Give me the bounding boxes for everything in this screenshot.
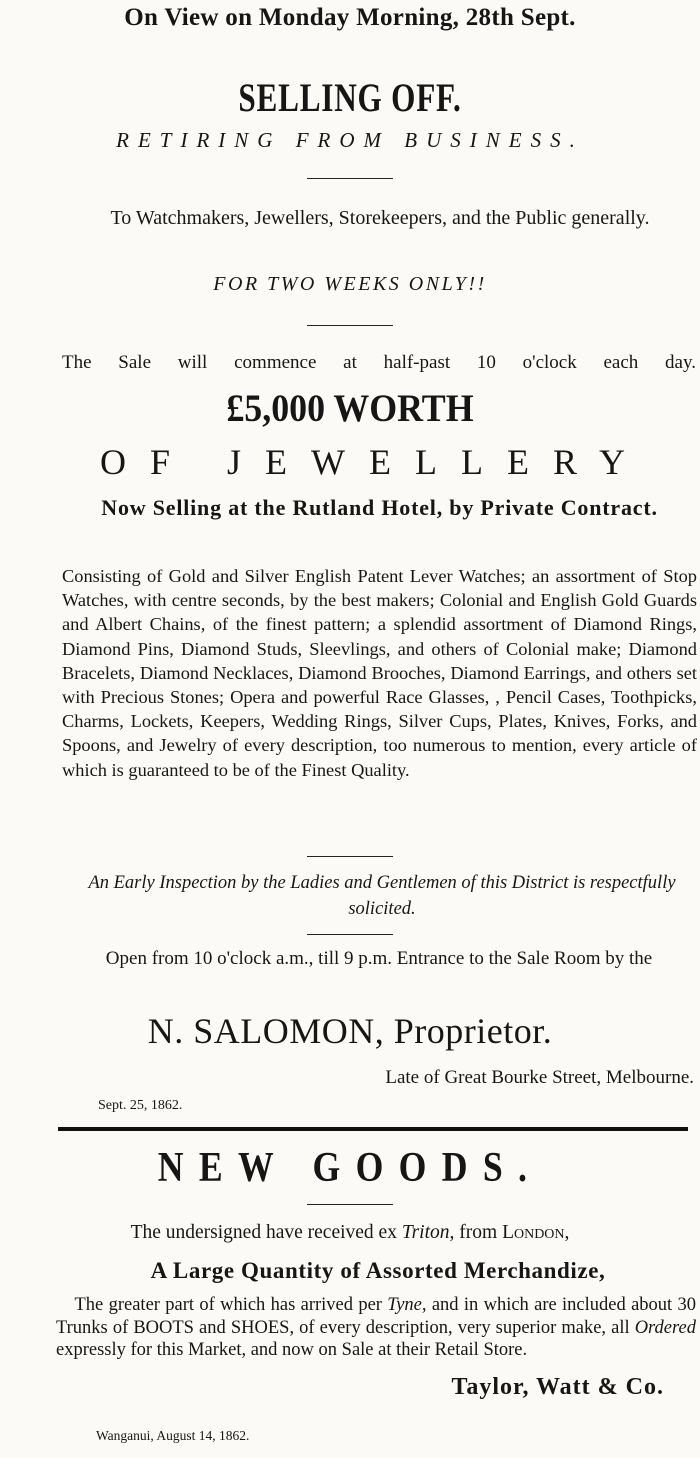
body-part-3: expressly for this Market, and now on Sale at their Retail Store. xyxy=(56,1340,528,1360)
opening-hours: Open from 10 o'clock a.m., till 9 p.m. Entrance to the Sale Room by the xyxy=(105,948,653,969)
ad-date: Sept. 25, 1862. xyxy=(98,1098,183,1113)
divider-rule xyxy=(0,856,700,857)
from-word: from xyxy=(459,1222,498,1243)
selling-off-headline: SELLING OFF. xyxy=(238,75,462,120)
divider-rule xyxy=(0,934,700,935)
jewellery-headline: OF JEWELLERY xyxy=(100,442,649,482)
body-part-1: The greater part of which has arrived per xyxy=(74,1295,382,1315)
divider-rule xyxy=(0,1204,700,1205)
ad-separator xyxy=(58,1127,688,1131)
new-goods-date: Wanganui, August 14, 1862. xyxy=(96,1428,250,1443)
retiring-subheadline: RETIRING FROM BUSINESS. xyxy=(116,128,584,152)
ship-name-2: Tyne, xyxy=(387,1295,427,1315)
merchandize-description xyxy=(56,1294,696,1362)
new-goods-headline: NEW GOODS. xyxy=(157,1145,543,1191)
signature: Taylor, Watt & Co. xyxy=(451,1374,664,1400)
worth-headline: £5,000 WORTH xyxy=(226,387,474,430)
body-part-2: and in which are included about 30 Trunks of BOOTS and SHOES, of every description, very superior make, all xyxy=(56,1295,696,1338)
on-view-line: On View on Monday Morning, 28th Sept. xyxy=(124,4,576,31)
received-line xyxy=(0,1222,700,1244)
divider-rule xyxy=(0,325,700,326)
ordered-word: Ordered xyxy=(634,1317,696,1338)
audience-line: To Watchmakers, Jewellers, Storekeepers, and the Public generally. xyxy=(110,207,650,229)
now-selling-line: Now Selling at the Rutland Hotel, by Private Contract. xyxy=(101,495,658,520)
ship-name: Triton, xyxy=(401,1222,455,1243)
duration-line: FOR TWO WEEKS ONLY!! xyxy=(213,273,487,295)
early-inspection-note: An Early Inspection by the Ladies and Gentlemen of this District is respectfully solicited. xyxy=(88,873,676,919)
jewellery-description: Consisting of Gold and Silver English Patent Lever Watches; an assortment of Stop Watches, with centre seconds, by the best makers; Colonial and English Gold Guards and Albert Chains, of the finest pattern; a splendid assortment of Diamond Rings, Diamond Pins, Diamond Studs, Sleevlings, and others of Colonial make; Diamond Bracelets, Diamond Necklaces, Diamond Brooches, Diamond Earrings, and others set with Precious Stones; Opera and powerful Race Glasses, , Pencil Cases, Toothpicks, Charms, Lockets, Keepers, Wedding Rings, Silver Cups, Plates, Knives, Forks, and Spoons, and Jewelry of every description, too numerous to mention, every article of which is guaranteed to be of the Finest Quality. xyxy=(62,566,697,780)
proprietor-name: N. SALOMON, Proprietor. xyxy=(147,1011,553,1051)
merchandize-line: A Large Quantity of Assorted Merchandize, xyxy=(150,1258,606,1283)
received-prefix: The undersigned have received ex xyxy=(130,1222,397,1243)
late-of-line: Late of Great Bourke Street, Melbourne. xyxy=(385,1067,694,1088)
origin-city: London, xyxy=(502,1222,570,1243)
divider-rule xyxy=(0,178,700,179)
sale-start-line: The Sale will commence at half-past 10 o'clock each day. xyxy=(62,352,696,373)
